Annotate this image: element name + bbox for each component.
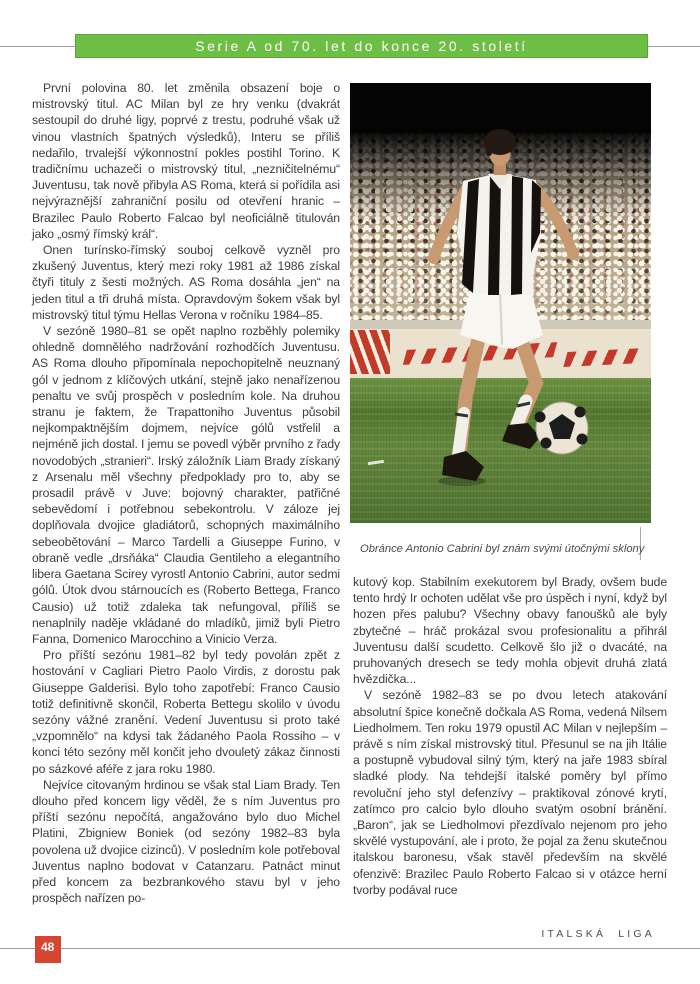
player-figure: [350, 83, 651, 523]
paragraph: Pro příští sezónu 1981–82 byl tedy povolán zpět z hostování v Cagliari Pietro Paolo Virdis, z dorostu pak Giuseppe Galderisi. Bylo toho zapotřebí: Franco Causio totiž definitivně skončil, Roberta Bettegu skolilo v úvodu sezóny vážné zranění. Vedení Juventusu si proto také „vzpomnělo“ na kdysi tak žádaného Paola Rossiho – v konci této sezóny měl končit jeho dvouletý zákaz činnosti po sázkové aféře z jara roku 1980.: [32, 648, 340, 776]
paragraph: V sezóně 1980–81 se opět naplno rozběhly polemiky ohledně domnělého nadržování rozhodčích Juventusu. AS Roma dlouho připomínala nepochopitelně neuznaný gól v jednom z klíčových utkání, stejně jako nenařízenou penaltu ve svůj prospěch v posledním kole. Na druhou stranu je faktem, že Trapattoniho Juventus působil nejkompaktnějším dojmem, nejvíce gólů vstřelil a nejméně jich dostal. I jemu se povedl výběr prvního z řady novodobých „stranieri“. Irský záložník Liam Brady získaný z Arsenalu měl všechny předpoklady pro to, aby se prosadil právě v Juve: bojovný charakter, patřičné sebevědomí i potřebnou sebekontrolu. V záloze jej doplňovala dvojice gladiátorů, schopných maximálního sebeobětování – Marco Tardelli a Giuseppe Furino, v obraně vedle „drsňáka“ Claudia Gentileho a elegantního libera Gaetana Scirey vyrostl Antonio Cabrini, autor sedmi gólů. Útok dvou stárnoucích es (Roberto Bettega, Franco Causio) už totiž zdaleka tak nefungoval, příliš se nenaplnily naděje vkládané do mladíků, jimiž byli Pietro Fanna, Domenico Marocchino a Vinicio Verza.: [32, 324, 340, 646]
page-number-badge: [35, 936, 61, 963]
section-title: Serie A od 70. let do konce 20. století: [195, 38, 528, 54]
paragraph: Nejvíce citovaným hrdinou se však stal Liam Brady. Ten dlouho před koncem ligy věděl, že s ním Juventus pro příští sezónu nepočítá, angažováno bylo duo Michel Platini, Zbigniew Boniek (od sezóny 1982–83 byla povolena už dvojice cizinců). V posledním kole potřeboval Juventus naplno bodovat v Catanzaru. Patnáct minut před koncem za bezbrankového stavu byl v jeho prospěch nařízen po-: [32, 777, 340, 906]
footer-section-label: ITALSKÁ LIGA: [541, 928, 655, 940]
footer-rule: [0, 948, 700, 949]
paragraph: kutový kop. Stabilním exekutorem byl Brady, ovšem bude tento hrdý Ir ochoten udělat vše pro úspěch i nyní, když byl hozen přes palubu? Všechny obavy fanoušků ale byly zbytečné – hráč prokázal svou profesionalitu a přihrál Juventusu další scudetto. Celkově šlo již o dvacáté, na pruhovaných dresech se tedy mohla objevit druhá zlatá hvězdička...: [353, 575, 667, 687]
article-left-column: [32, 80, 340, 906]
paragraph: V sezóně 1982–83 se po dvou letech atakování absolutní špice konečně dočkala AS Roma, vedená Nilsem Liedholmem. Ten roku 1979 opustil AC Milan v nejlepším – právě s ním získal mistrovský titul. Přesunul se na jih Itálie a postupně vybudoval silný tým, který na jaře 1983 sbíral sladké plody. Na tehdejší italské poměry byl přímo revoluční jeho styl defenzívy – praktikoval zónové krytí, zatímco pro calcio bylo dlouho svatým osobní bránění. „Baron“, jak se Liedholmovi přezdívalo nejenom pro jeho skvělé vystupování, ale i proto, že pojal za ženu skutečnou italskou baronesu, však stavěl především na skvělé ofenzivě: Brazilec Paulo Roberto Falcao si v otázce herní tvorby podával ruce: [353, 688, 667, 897]
photo-caption: Obránce Antonio Cabrini byl znám svými útočnými sklony: [360, 543, 645, 555]
section-title-bar: [75, 34, 648, 58]
paragraph: Onen turínsko-římský souboj celkově vyzněl pro zkušený Juventus, který mezi roky 1981 až 1986 získal čtyři tituly z šesti možných. AS Roma dosáhla „jen“ na jeden titul a tři druhá místa. Opravdovým šokem však byl mistrovský titul týmu Hellas Verona v ročníku 1984–85.: [32, 243, 340, 322]
paragraph: První polovina 80. let změnila obsazení boje o mistrovský titul. AC Milan byl ze hry venku (dvakrát sestoupil do druhé ligy, poprvé z trestu, podruhé však už vinou vlastních špatných výsledků), Interu se příliš nedařilo, trvalejší výkonnostní pokles postihl Torino. K tradičnímu uchazeči o mistrovský titul, „nezničitelnému“ Juventusu, tak nově přibyla AS Roma, která si pořídila asi nejvýraznější zahraniční posilu od otevření hranic – Brazilec Paulo Roberto Falcao byl neoficiálně titulován jako „osmý římský král“.: [32, 81, 340, 241]
article-right-column: [353, 574, 667, 898]
player-photo: [350, 83, 651, 523]
page-number: 48: [41, 940, 55, 954]
